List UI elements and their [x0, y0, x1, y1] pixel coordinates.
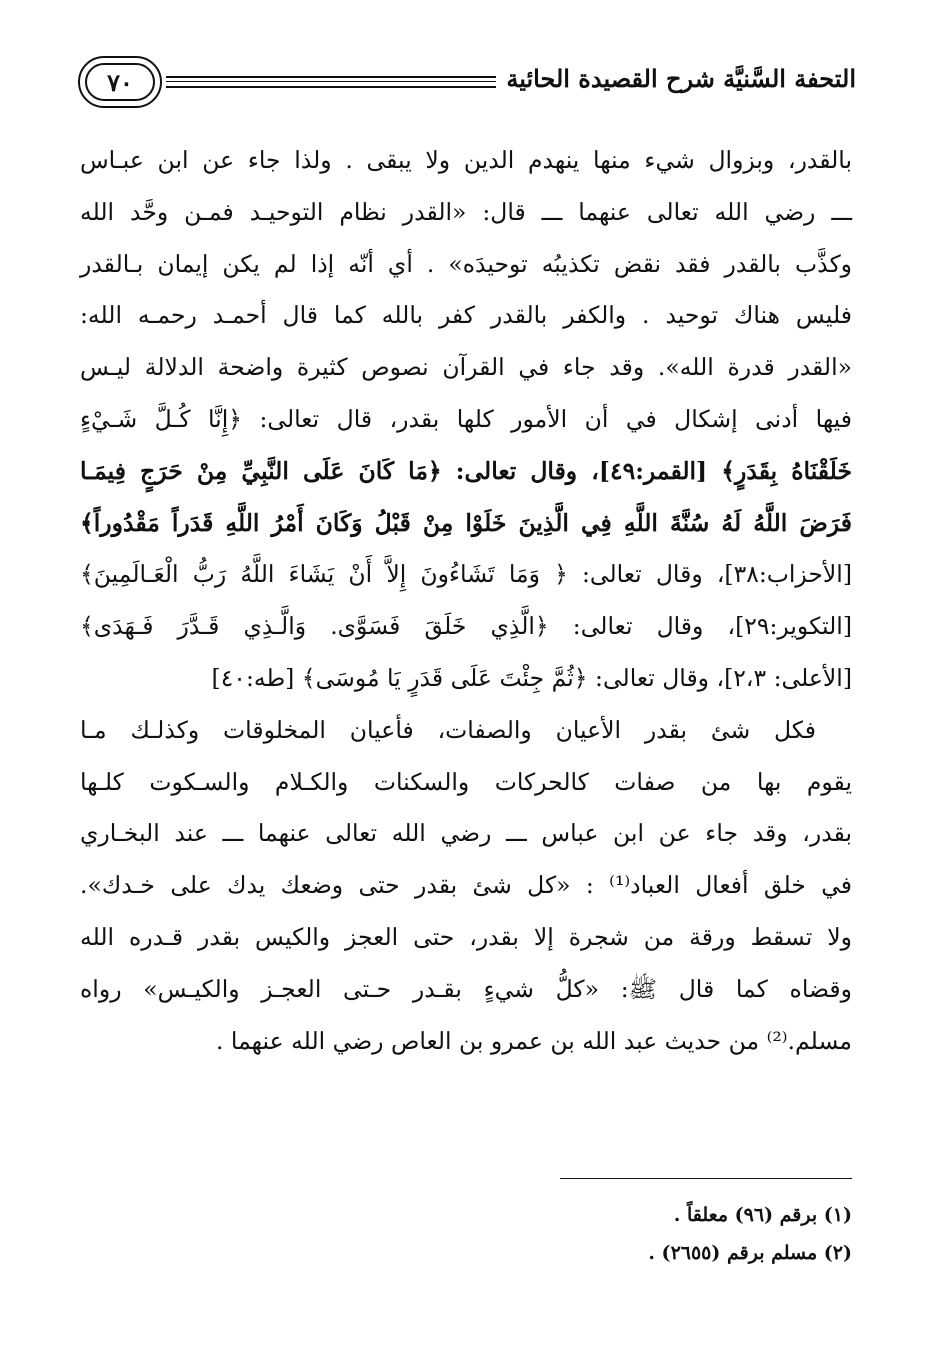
text-line: ولا تسقط ورقة من شجرة إلا بقدر، حتى العجز والكيس بقدر قـدره الله — [80, 922, 852, 951]
header-rule — [166, 76, 496, 88]
text-line: بالقدر، وبزوال شيء منها ينهدم الدين ولا يبقى . ولذا جاء عن ابن عبـاس — [80, 146, 852, 174]
text-line: مسلم.⁽²⁾ من حديث عبد الله بن عمرو بن العاص رضي الله عنهما . — [215, 1026, 852, 1055]
page-header — [78, 52, 856, 114]
quran-verse-line: [الأحزاب:٣٨]، وقال تعالى: ﴿ وَمَا تَشَاءُونَ إِلاَّ أَنْ يَشَاءَ اللَّهُ رَبُّ الْعَـالَمِينَ﴾ — [80, 560, 852, 589]
quran-verse-line: فَرَضَ اللَّهُ لَهُ سُنَّةَ اللَّهِ فِي الَّذِينَ خَلَوْا مِنْ قَبْلُ وَكَانَ أَمْرُ اللَّهِ قَدَراً مَقْدُوراً﴾ — [80, 508, 852, 537]
footnote-2: (٢) مسلم برقم (٢٦٥٥) . — [648, 1242, 852, 1264]
text-line: فكل شئ بقدر الأعيان والصفات، فأعيان المخلوقات وكذلـك مـا — [80, 715, 816, 744]
page-number: ٧٠ — [85, 63, 155, 101]
main-text — [80, 135, 852, 1067]
text-line: فليس هناك توحيد . والكفر بالقدر كفر بالله كما قال أحمـد رحمـه الله: — [80, 301, 852, 330]
running-title: التحفة السَّنيَّة شرح القصيدة الحائية — [506, 64, 856, 93]
text-line: فيها أدنى إشكال في أن الأمور كلها بقدر، قال تعالى: ﴿إِنَّا كُـلَّ شَـيْءٍ — [80, 404, 852, 433]
footnote-separator — [560, 1178, 852, 1179]
text-line: وكذَّب بالقدر فقد نقض تكذيبُه توحيدَه» . أي أنّه إذا لم يكن إيمان بـالقدر — [80, 249, 852, 278]
page-number-frame — [78, 56, 162, 108]
text-line: في خلق أفعال العباد⁽¹⁾ : «كل شئ بقدر حتى وضعك يدك على خـدك». — [80, 871, 853, 900]
text-line: يقوم بها من صفات كالحركات والسكنات والكـلام والسـكوت كلـها — [80, 767, 852, 796]
text-line: «القدر قدرة الله». وقد جاء في القرآن نصوص كثيرة واضحة الدلالة ليـس — [80, 353, 852, 382]
footnotes — [460, 1196, 852, 1272]
quran-verse-line: [التكوير:٢٩]، وقال تعالى: ﴿الَّذِي خَلَقَ فَسَوَّى. وَالَّـذِي قَـدَّرَ فَـهَدَى﴾ — [80, 612, 852, 641]
hadith-line: وقضاه كما قال ﷺ: «كلُّ شيءٍ بقـدر حـتى العجـز والكيـس» رواه — [80, 974, 852, 1003]
text-line: ـــ رضي الله تعالى عنهما ـــ قال: «القدر نظام التوحيـد فمـن وحَّد الله — [80, 197, 852, 226]
footnote-1: (١) برقم (٩٦) معلقاً . — [673, 1204, 852, 1226]
quran-verse-line: [الأعلى: ٢،٣]، وقال تعالى: ﴿ثُمَّ جِئْتَ عَلَى قَدَرٍ يَا مُوسَى﴾ [طه:٤٠] — [211, 663, 852, 692]
text-line: بقدر، وقد جاء عن ابن عباس ـــ رضي الله تعالى عنهما ـــ عند البخـاري — [80, 819, 852, 848]
quran-verse-line: خَلَقْنَاهُ بِقَدَرٍ﴾ [القمر:٤٩]، وقال تعالى: ﴿مَا كَانَ عَلَى النَّبِيِّ مِنْ حَرَجٍ فِيمَـا — [80, 456, 852, 485]
